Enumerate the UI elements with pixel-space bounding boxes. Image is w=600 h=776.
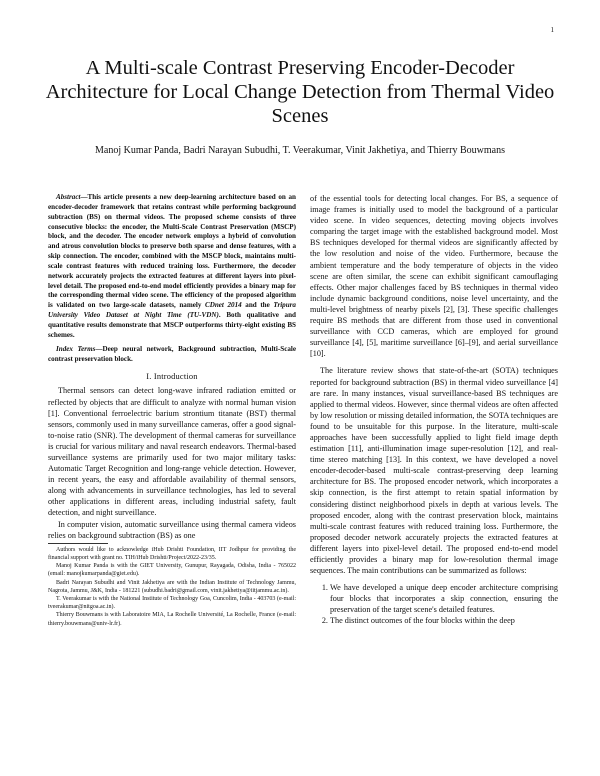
section-heading-introduction: I. Introduction [146,372,198,382]
abstract-text-3: . Both qualitative and quantitative results demonstrate that MSCP outperforms thirty-eight existing BS schemes. [48,311,296,339]
index-terms-label: Index Terms [56,344,96,353]
paper-title: A Multi-scale Contrast Preserving Encoder-Decoder Architecture for Local Change Detection from Thermal Video Scenes [45,57,555,127]
contribution-item: 2. The distinct outcomes of the four blocks within the deep [330,615,558,626]
contributions-list [310,582,558,626]
index-terms: Index Terms—Deep neural network, Background subtraction, Multi-Scale contrast preservation block. [48,344,297,363]
abstract-text-1: This article presents a new deep-learning architecture based on an encoder-decoder framework that retains contrast while performing background subtraction (BS) on thermal videos. The proposed scheme consists of three consecutive blocks: the encoder, the Multi-Scale Contrast Preservation (MSCP) block, and the decoder. The encoder network employs a hybrid of convolution and atrous convolution blocks to preserve both sparse and dense features, with a skip connection. The encoder, combined with the MSCP block, maintains multi-scale contrast features with reduced training loss. Furthermore, the decoder network accurately projects the extracted features at different layers into pixel-level detail. The proposed end-to-end model efficiently provides a binary map for the corresponding thermal video scene. The efficiency of the proposed algorithm is validated on two large-scale datasets, namely [48,193,296,310]
intro-paragraph-1: Thermal sensors can detect long-wave infrared radiation emitted or reflected by objects that are difficult to analyze with normal human vision [1]. Conventional ferroelectric barium strontium titanate (BST) thermal sensors, commonly used in many surveillance cameras, offer a good signal-to-noise ratio (SNR). The development of thermal cameras for surveillance is crucial for various military and naval research endeavors. Thermal-based surveillance systems are primarily used for two major military tasks: Automatic Target Recognition and long-range vehicle detection. However, in recent years, the easy and affordable availability of thermal sensors, along with advancements in surveillance technologies, has led to several other applications in different areas, including industrial safety, fault detection, and night surveillance. [48,386,296,518]
footnote-author-4: Thierry Bouwmans is with Laboratoire MIA, La Rochelle Université, La Rochelle, France (e-mail: thierry.bouwmans@univ-lr.fr). [48,612,296,627]
footnote-rule [48,543,108,544]
intro-paragraph-2: In computer vision, automatic surveillance using thermal camera videos relies on background subtraction (BS) as one [48,519,296,540]
abstract: Abstract—This article presents a new deep-learning architecture based on an encoder-decoder framework that retains contrast while performing background subtraction (BS) on thermal videos. The proposed scheme consists of three consecutive blocks: the encoder, the Multi-Scale Contrast Preservation (MSCP) block, and the decoder. The encoder network employs a hybrid of convolution and atrous convolution blocks to preserve both sparse and dense features, with a skip connection. The encoder, combined with the MSCP block, maintains multi-scale contrast features with reduced training loss. Furthermore, the decoder network accurately projects the extracted features at different layers into pixel-level detail. The proposed end-to-end model efficiently provides a binary map for the corresponding thermal video scene. The efficiency of the proposed algorithm is validated on two large-scale datasets, namely CDnet 2014 and the Tripura University Video Dataset at Night Time (TU-VDN). Both qualitative and quantitative results demonstrate that MSCP outperforms thirty-eight existing BS schemes. [48,193,296,339]
footnote-funding: Authors would like to acknowledge iHub Drishti Foundation, IIT Jodhpur for providing the financial support with grant no. TIH/iHub Drishti/Project/2022-23/35. [48,546,296,561]
dataset-name-2: Tripura University Video Dataset at Night Time (TU-VDN) [48,301,296,320]
footnote-author-1: Manoj Kumar Panda is with the GIET University, Gunupur, Rayagada, Odisha, India - 765022 (email: manojkumarpanda@giet.edu). [48,563,296,578]
abstract-text-2: and the [241,301,274,310]
left-column [48,193,296,628]
body-paragraph-2: The literature review shows that state-of-the-art (SOTA) techniques reported for background subtraction (BS) in thermal video surveillance [4] are rare. In many instances, visual surveillance-based BS techniques are applied to thermal videos. However, since thermal videos are often affected by low resolution or missing detailed information, the SOTA techniques are found to be unsuitable for this purpose. In the literature, multi-scale approaches have been successfully applied to light field image depth estimation [11], anti-illumination image super-resolution [12], and real-time stereo matching [13]. In this context, we have developed a novel encoder-decoder-based multi-scale contrast-preserving deep learning architecture for BS. The proposed encoder network, which incorporates a skip connection, is the first attempt to retain spatial information by considering distinct neighborhood pixels in depth at various levels. The proposed encoder, along with the contrast preservation block, maintains multi-scale contrast features with reduced training loss. Furthermore, the proposed decoder network accurately projects the extracted features at different layers into pixel-level detail. The proposed end-to-end model efficiently provides a binary map for low-resolution thermal image sequences. The main contributions can be summarized as follows: [310,366,558,576]
abstract-label: Abstract [56,193,81,201]
contribution-item: 1. We have developed a unique deep encoder architecture comprising four blocks that incorporates a skip connection, ensuring the preservation of the target scene's detailed features. [330,582,558,615]
body-paragraph-1: of the essential tools for detecting local changes. For BS, a sequence of image frames is initially used to model the background of a particular video scene. In video sequences, detecting moving objects involves comparing the target image with the established background model. Most BS techniques developed for thermal videos are significantly affected by the low resolution and noise of the video. Furthermore, because the ambient temperature and the body temperature of objects in the video scene are often similar, the scene can exhibit significant camouflaging effects. Other major challenges faced by BS techniques in thermal video include dynamic background conditions, noise level uncertainty, and the multi-level brightness of nearby pixels [2], [3]. These specific challenges require BS methods that are different from those used in conventional surveillance with CCD cameras, which are employed for ground surveillance [4], [5], maritime surveillance [6]–[9], and aerial surveillance [10]. [310,194,558,359]
right-column [310,193,558,627]
footnote-author-2: Badri Narayan Subudhi and Vinit Jakhetiya are with the Indian Institute of Technology Jammu, Nagrota, Jammu, J&K, India - 181221 (subudhi.badri@gmail.com, vinit.jakhetiya@iitjammu.ac.in). [48,579,296,594]
index-terms-text: Deep neural network, Background subtraction, Multi-Scale contrast preservation block. [48,344,297,363]
author-list: Manoj Kumar Panda, Badri Narayan Subudhi, T. Veerakumar, Vinit Jakhetiya, and Thierry Bouwmans [95,145,505,156]
footnote-author-3: T. Veerakumar is with the National Institute of Technology Goa, Cuncolim, India - 403703 (e-mail: tveerakumar@nitgoa.ac.in). [48,595,296,611]
page-number: 1 [550,26,554,34]
dataset-name-1: CDnet 2014 [204,301,242,310]
